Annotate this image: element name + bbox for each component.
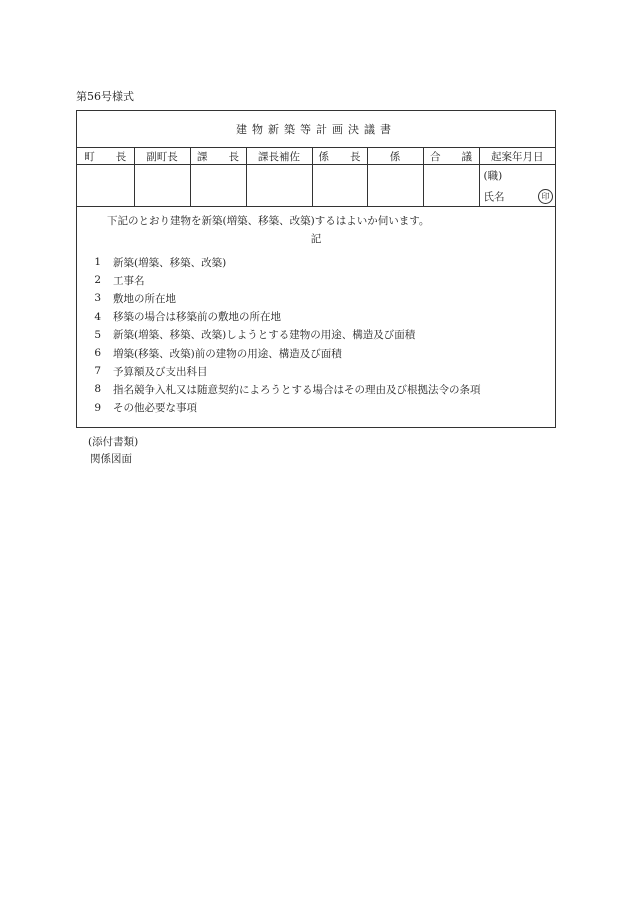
list-item	[77, 399, 555, 417]
list-item	[77, 380, 555, 398]
attachment-item: 関係図面	[90, 453, 132, 465]
attachments-label: (添付書類)	[88, 436, 139, 448]
item-text: 新築(増築、移築、改築)しようとする建物の用途、構造及び面積	[113, 329, 416, 342]
header-staff: 係	[367, 148, 423, 165]
stamp-box-mayor[interactable]	[77, 165, 134, 207]
stamp-box-section-chief[interactable]	[190, 165, 246, 207]
drafter-info-cell[interactable]	[479, 165, 555, 207]
list-item	[77, 344, 555, 362]
item-text: その他必要な事項	[113, 402, 197, 415]
header-draft-date: 起案年月日	[479, 148, 555, 165]
item-number: 5	[94, 328, 101, 341]
item-text: 指名競争入札又は随意契約によろうとする場合はその理由及び根拠法令の条項	[113, 383, 481, 396]
ki-heading: 記	[310, 233, 322, 245]
stamp-box-assistant-chief[interactable]	[246, 165, 312, 207]
item-list	[77, 253, 555, 417]
item-number: 3	[94, 292, 101, 305]
form-body	[77, 207, 555, 417]
name-label: 氏名	[483, 191, 505, 203]
list-item	[77, 271, 555, 289]
item-number: 6	[94, 347, 101, 360]
drafter-name-line	[484, 189, 552, 204]
list-item	[77, 289, 555, 307]
item-text: 新築(増築、移築、改築)	[113, 256, 227, 269]
resolution-form	[76, 110, 556, 428]
item-text: 工事名	[113, 274, 145, 287]
item-number: 1	[94, 256, 101, 269]
seal-icon: 印	[538, 189, 553, 204]
job-title-label: (職)	[483, 170, 503, 182]
item-number: 9	[94, 401, 101, 414]
item-text: 敷地の所在地	[113, 292, 176, 305]
header-section-chief: 課 長	[190, 148, 246, 165]
list-item	[77, 253, 555, 271]
list-item	[77, 308, 555, 326]
approval-stamp-table	[77, 148, 555, 207]
form-number: 第56号様式	[76, 90, 134, 103]
item-text: 増築(移築、改築)前の建物の用途、構造及び面積	[113, 347, 342, 360]
item-text: 予算額及び支出科目	[113, 365, 208, 378]
header-subsection-chief: 係 長	[312, 148, 367, 165]
form-title: 建物新築等計画決議書	[77, 111, 555, 148]
item-number: 4	[94, 310, 101, 323]
stamp-box-subsection-chief[interactable]	[312, 165, 367, 207]
item-text: 移築の場合は移築前の敷地の所在地	[113, 311, 281, 324]
list-item	[77, 326, 555, 344]
attachments-section	[88, 434, 138, 468]
list-item	[77, 362, 555, 380]
header-deputy-mayor: 副町長	[134, 148, 190, 165]
item-number: 8	[94, 383, 101, 396]
header-mayor: 町 長	[77, 148, 134, 165]
statement-text: 下記のとおり建物を新築(増築、移築、改築)するはよいか伺います。	[107, 215, 430, 227]
item-number: 2	[94, 274, 101, 287]
stamp-box-staff[interactable]	[367, 165, 423, 207]
approval-stamp-row	[77, 165, 555, 207]
header-assistant-chief: 課長補佐	[246, 148, 312, 165]
approval-header-row	[77, 148, 555, 165]
stamp-box-deputy-mayor[interactable]	[134, 165, 190, 207]
stamp-box-consultation[interactable]	[423, 165, 479, 207]
header-consultation: 合 議	[423, 148, 479, 165]
item-number: 7	[94, 365, 101, 378]
